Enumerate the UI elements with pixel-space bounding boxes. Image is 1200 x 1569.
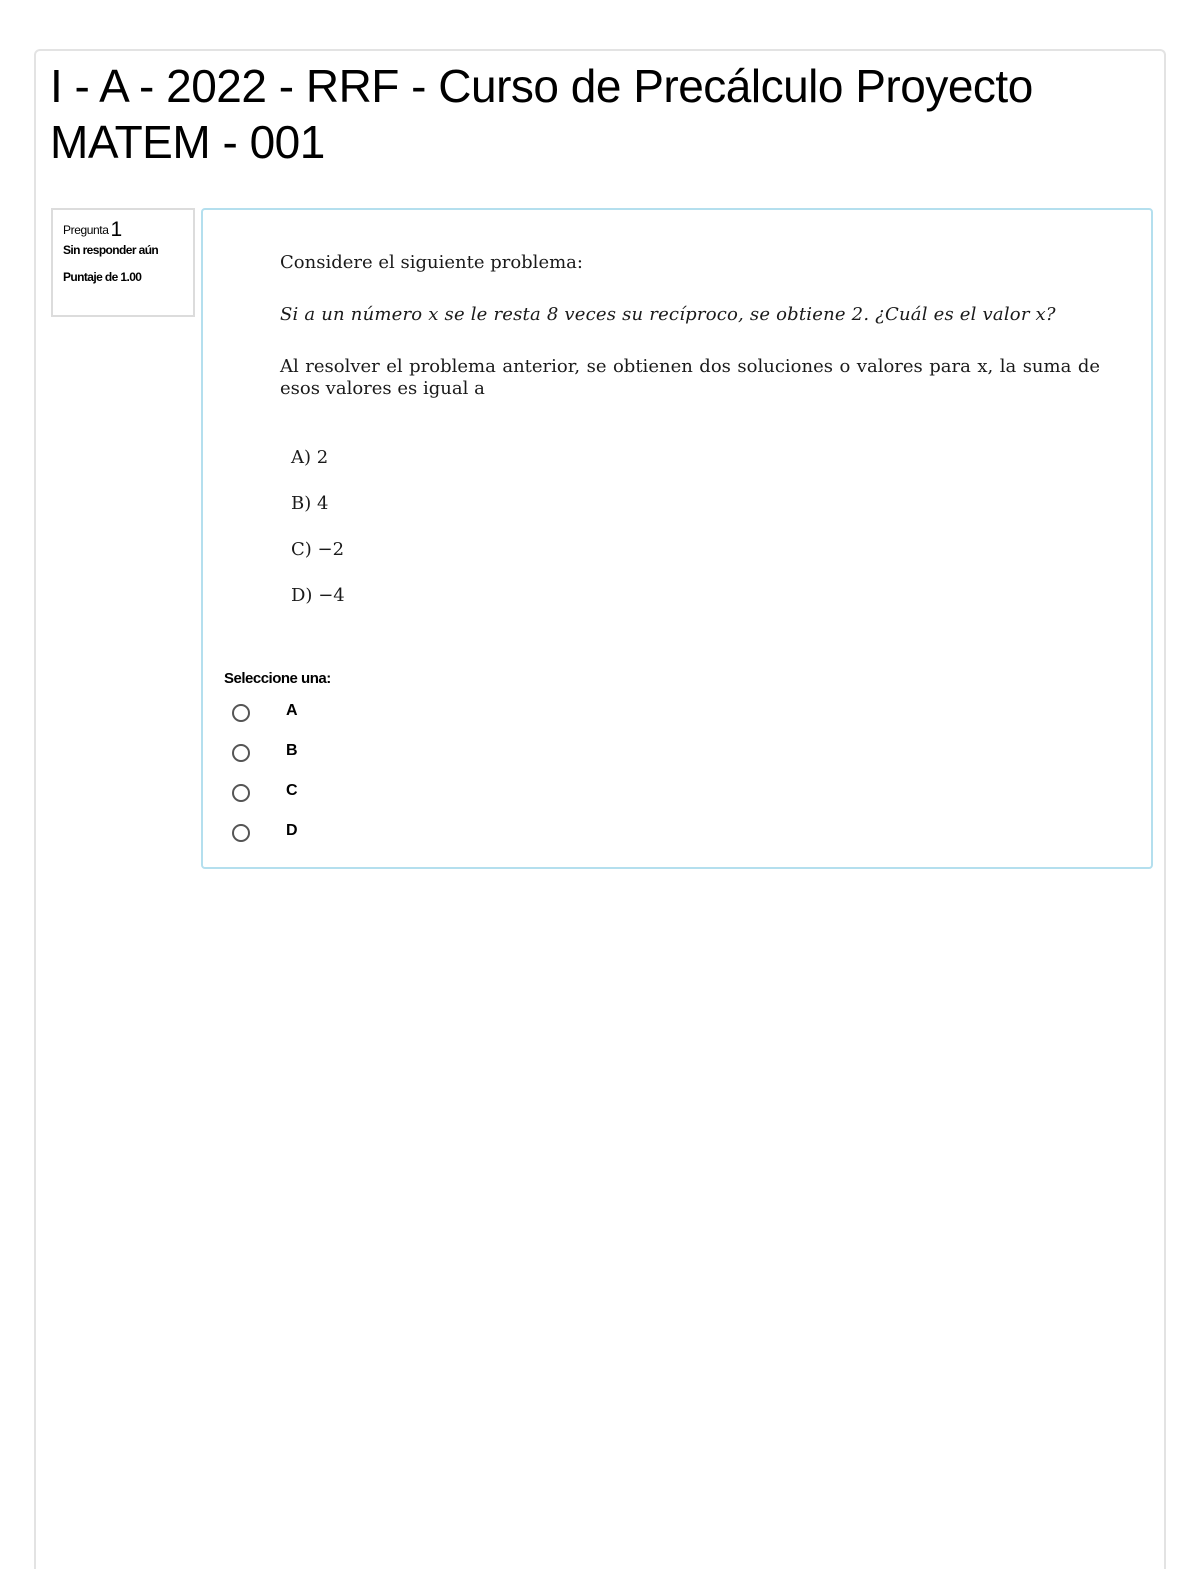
- answer-label-d[interactable]: D: [286, 822, 298, 839]
- question-option: [291, 446, 345, 492]
- question-option: [291, 492, 345, 538]
- answer-choice-c[interactable]: [232, 780, 298, 820]
- radio-button-b[interactable]: [232, 744, 250, 762]
- question-state: Sin responder aún: [63, 243, 159, 257]
- question-option-value: −2: [317, 539, 345, 560]
- question-option-letter: A): [291, 447, 312, 468]
- answer-label-c[interactable]: C: [286, 782, 298, 799]
- question-option: [291, 538, 345, 584]
- answer-choice-b[interactable]: [232, 740, 298, 780]
- answer-choice-a[interactable]: [232, 700, 298, 740]
- radio-button-d[interactable]: [232, 824, 250, 842]
- question-option-letter: B): [291, 493, 312, 514]
- answer-choices: [232, 700, 298, 860]
- question-intro: Considere el siguiente problema:: [280, 252, 583, 273]
- question-content: [201, 208, 1153, 869]
- answer-label-b[interactable]: B: [286, 742, 298, 759]
- question-option-value: −4: [318, 585, 345, 606]
- page-title: I - A - 2022 - RRF - Curso de Precálculo Proyecto MATEM - 001: [50, 60, 1033, 168]
- answer-label-a[interactable]: A: [286, 702, 298, 719]
- question-number-value: 1: [110, 218, 122, 241]
- answer-choice-d[interactable]: [232, 820, 298, 860]
- question-problem: Si a un número x se le resta 8 veces su recíproco, se obtiene 2. ¿Cuál es el valor x?: [280, 304, 1056, 325]
- question-options-list: [291, 446, 345, 630]
- question-option-value: 2: [316, 447, 329, 468]
- question-option-letter: C): [291, 539, 312, 560]
- question-info-panel: [51, 208, 195, 317]
- radio-button-c[interactable]: [232, 784, 250, 802]
- select-one-prompt: Seleccione una:: [224, 670, 331, 687]
- question-number: [63, 220, 193, 240]
- question-ask: Al resolver el problema anterior, se obtienen dos soluciones o valores para x, la suma de esos valores es igual a: [280, 356, 1100, 399]
- question-grade: Puntaje de 1.00: [63, 270, 142, 284]
- radio-button-a[interactable]: [232, 704, 250, 722]
- question-option-letter: D): [291, 585, 313, 606]
- question-option-value: 4: [316, 493, 329, 514]
- question-number-label: Pregunta: [63, 223, 109, 237]
- question-option: [291, 584, 345, 630]
